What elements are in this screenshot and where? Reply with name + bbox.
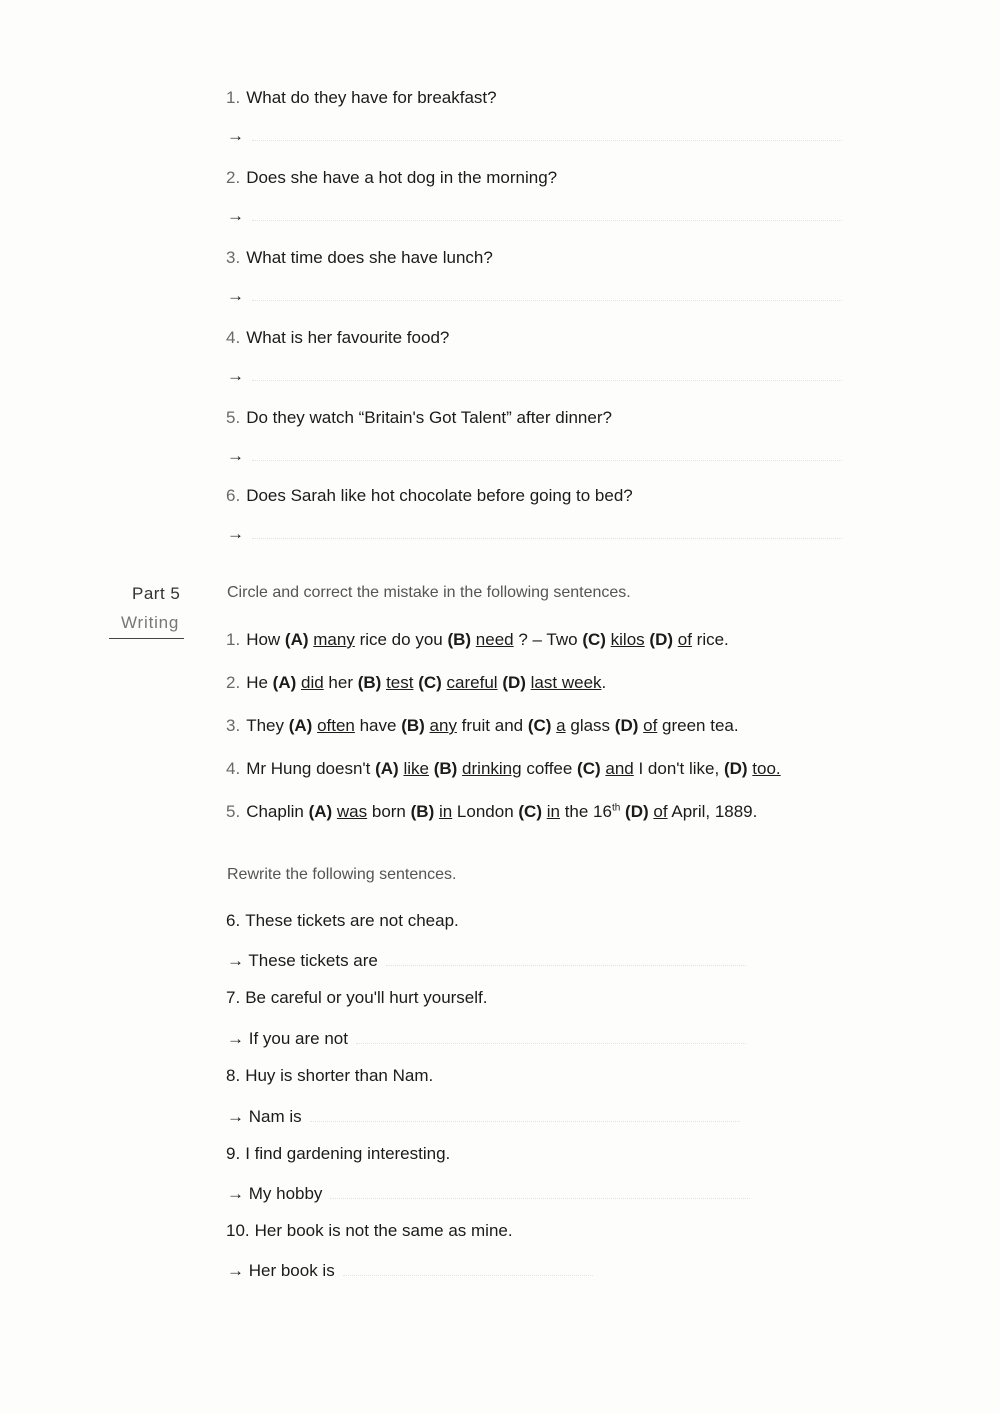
rewrite-answer-8[interactable]: → Nam is	[227, 1107, 740, 1127]
answer-line-2[interactable]: →	[227, 206, 842, 226]
option-a[interactable]: often	[317, 716, 355, 735]
option-b[interactable]: drinking	[462, 759, 522, 778]
rewrite-answer-9[interactable]: → My hobby	[227, 1184, 750, 1204]
answer-line-4[interactable]: →	[227, 366, 842, 386]
mistake-sentence-2: 2. He (A) did her (B) test (C) careful (D) last week.	[226, 673, 607, 692]
mistake-sentence-3: 3. They (A) often have (B) any fruit and (C) a glass (D) of green tea.	[226, 716, 739, 735]
question-4: 4. What is her favourite food?	[226, 328, 450, 347]
question-2: 2. Does she have a hot dog in the morning?	[226, 168, 558, 187]
rewrite-instruction: Rewrite the following sentences.	[227, 866, 457, 883]
rewrite-sentence-7: 7. Be careful or you'll hurt yourself.	[226, 988, 488, 1007]
rewrite-sentence-9: 9. I find gardening interesting.	[226, 1144, 451, 1163]
option-d[interactable]: of	[653, 802, 668, 821]
option-c[interactable]: a	[556, 716, 566, 735]
mistake-sentence-5: 5. Chaplin (A) was born (B) in London (C) in the 16th (D) of April, 1889.	[226, 802, 758, 821]
answer-line-1[interactable]: →	[227, 126, 842, 146]
option-b[interactable]: need	[475, 630, 514, 649]
option-b[interactable]: in	[438, 802, 453, 821]
option-d[interactable]: last week	[530, 673, 602, 692]
rewrite-answer-7[interactable]: → If you are not	[227, 1029, 746, 1049]
part-label: Part 5	[132, 584, 181, 603]
part-divider	[109, 638, 184, 639]
option-c[interactable]: careful	[446, 673, 498, 692]
rewrite-sentence-8: 8. Huy is shorter than Nam.	[226, 1066, 434, 1085]
question-6: 6. Does Sarah like hot chocolate before going to bed?	[226, 486, 633, 505]
mistake-sentence-4: 4. Mr Hung doesn't (A) like (B) drinking coffee (C) and I don't like, (D) too.	[226, 759, 781, 778]
mistake-sentence-1: 1. How (A) many rice do you (B) need ? – Two (C) kilos (D) of rice.	[226, 630, 729, 649]
option-d[interactable]: of	[643, 716, 658, 735]
option-c[interactable]: kilos	[610, 630, 645, 649]
option-a[interactable]: was	[336, 802, 368, 821]
option-c[interactable]: and	[605, 759, 634, 778]
rewrite-sentence-10: 10. Her book is not the same as mine.	[226, 1221, 513, 1240]
option-a[interactable]: did	[301, 673, 324, 692]
part-sub-label: Writing	[121, 613, 180, 632]
answer-line-3[interactable]: →	[227, 286, 842, 306]
rewrite-answer-6[interactable]: → These tickets are	[227, 951, 746, 971]
option-b[interactable]: test	[386, 673, 414, 692]
question-3: 3. What time does she have lunch?	[226, 248, 493, 267]
question-1: 1. What do they have for breakfast?	[226, 88, 497, 107]
option-a[interactable]: like	[403, 759, 429, 778]
answer-line-6[interactable]: →	[227, 524, 842, 544]
option-b[interactable]: any	[429, 716, 457, 735]
rewrite-answer-10[interactable]: → Her book is	[227, 1261, 593, 1281]
option-c[interactable]: in	[546, 802, 560, 821]
option-d[interactable]: too.	[752, 759, 781, 778]
mistakes-instruction: Circle and correct the mistake in the following sentences.	[227, 584, 631, 601]
question-5: 5. Do they watch “Britain's Got Talent” after dinner?	[226, 408, 612, 427]
rewrite-sentence-6: 6. These tickets are not cheap.	[226, 911, 459, 930]
option-d[interactable]: of	[677, 630, 692, 649]
answer-line-5[interactable]: →	[227, 446, 842, 466]
option-a[interactable]: many	[313, 630, 355, 649]
